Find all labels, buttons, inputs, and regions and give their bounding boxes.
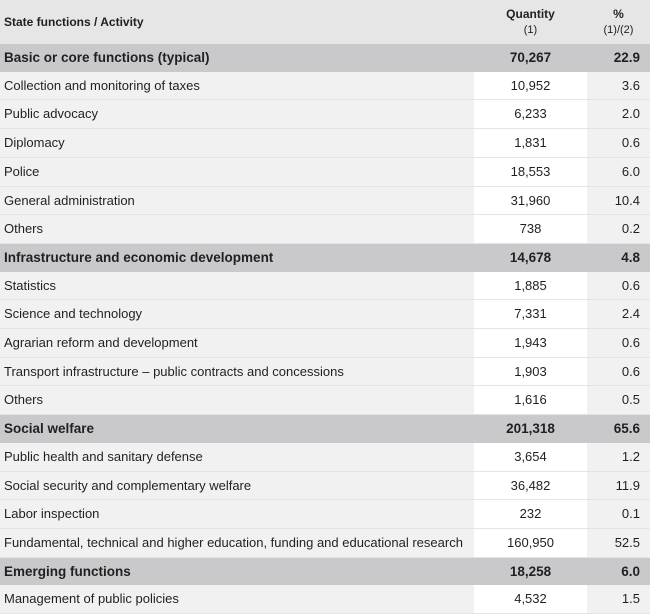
- header-quantity-sub: (1): [523, 24, 538, 36]
- row-percent: 6.0: [587, 157, 650, 186]
- table-header-row: [0, 0, 650, 44]
- row-quantity: 70,267: [474, 44, 587, 72]
- table-row: [0, 585, 650, 613]
- row-label: Transport infrastructure – public contracts and concessions: [0, 357, 474, 386]
- row-label: Public advocacy: [0, 100, 474, 129]
- table-row: [0, 215, 650, 244]
- row-quantity: 18,258: [474, 557, 587, 585]
- row-percent: 0.6: [587, 272, 650, 300]
- row-quantity: 738: [474, 215, 587, 244]
- table-row: [0, 386, 650, 415]
- row-quantity: 232: [474, 500, 587, 529]
- table-row: [0, 72, 650, 100]
- row-quantity: 1,831: [474, 129, 587, 158]
- row-percent: 0.5: [587, 386, 650, 415]
- table-body: [0, 44, 650, 614]
- row-percent: 3.6: [587, 72, 650, 100]
- table-row: [0, 300, 650, 329]
- category-row: [0, 415, 650, 443]
- row-quantity: 6,233: [474, 100, 587, 129]
- row-label: Agrarian reform and development: [0, 329, 474, 358]
- row-quantity: 1,616: [474, 386, 587, 415]
- table-row: [0, 443, 650, 471]
- row-quantity: 14,678: [474, 243, 587, 271]
- row-percent: 6.0: [587, 557, 650, 585]
- row-label: Fundamental, technical and higher education, funding and educational research: [0, 528, 474, 557]
- header-percent: [587, 0, 650, 44]
- table-row: [0, 100, 650, 129]
- header-quantity: [474, 0, 587, 44]
- row-label: Social welfare: [0, 415, 474, 443]
- row-label: Emerging functions: [0, 557, 474, 585]
- table-row: [0, 471, 650, 500]
- row-label: Infrastructure and economic development: [0, 243, 474, 271]
- table-row: [0, 528, 650, 557]
- row-quantity: 31,960: [474, 186, 587, 215]
- row-label: Basic or core functions (typical): [0, 44, 474, 72]
- row-label: Others: [0, 386, 474, 415]
- row-label: Collection and monitoring of taxes: [0, 72, 474, 100]
- category-row: [0, 557, 650, 585]
- category-row: [0, 44, 650, 72]
- row-percent: 0.1: [587, 500, 650, 529]
- header-quantity-title: Quantity: [506, 7, 555, 21]
- row-percent: 0.6: [587, 329, 650, 358]
- row-quantity: 3,654: [474, 443, 587, 471]
- row-label: Public health and sanitary defense: [0, 443, 474, 471]
- row-percent: 22.9: [587, 44, 650, 72]
- row-label: Others: [0, 215, 474, 244]
- row-label: Diplomacy: [0, 129, 474, 158]
- row-percent: 11.9: [587, 471, 650, 500]
- table-row: [0, 157, 650, 186]
- row-label: Labor inspection: [0, 500, 474, 529]
- header-percent-title: %: [613, 7, 624, 21]
- table-row: [0, 272, 650, 300]
- row-quantity: 1,885: [474, 272, 587, 300]
- row-percent: 0.6: [587, 357, 650, 386]
- row-percent: 0.6: [587, 129, 650, 158]
- row-quantity: 1,943: [474, 329, 587, 358]
- row-label: Science and technology: [0, 300, 474, 329]
- row-label: Management of public policies: [0, 585, 474, 613]
- header-activity: State functions / Activity: [0, 0, 474, 44]
- row-quantity: 1,903: [474, 357, 587, 386]
- category-row: [0, 243, 650, 271]
- row-percent: 52.5: [587, 528, 650, 557]
- row-percent: 1.5: [587, 585, 650, 613]
- row-label: Social security and complementary welfare: [0, 471, 474, 500]
- row-quantity: 201,318: [474, 415, 587, 443]
- table-row: [0, 500, 650, 529]
- row-label: General administration: [0, 186, 474, 215]
- header-percent-sub: (1)/(2): [603, 24, 634, 36]
- row-quantity: 18,553: [474, 157, 587, 186]
- row-percent: 1.2: [587, 443, 650, 471]
- table-row: [0, 129, 650, 158]
- row-quantity: 160,950: [474, 528, 587, 557]
- row-quantity: 7,331: [474, 300, 587, 329]
- row-percent: 2.4: [587, 300, 650, 329]
- table-row: [0, 329, 650, 358]
- table-row: [0, 357, 650, 386]
- row-quantity: 36,482: [474, 471, 587, 500]
- row-label: Police: [0, 157, 474, 186]
- table-row: [0, 186, 650, 215]
- row-percent: 4.8: [587, 243, 650, 271]
- row-percent: 65.6: [587, 415, 650, 443]
- row-percent: 10.4: [587, 186, 650, 215]
- row-percent: 0.2: [587, 215, 650, 244]
- row-percent: 2.0: [587, 100, 650, 129]
- row-quantity: 10,952: [474, 72, 587, 100]
- row-quantity: 4,532: [474, 585, 587, 613]
- row-label: Statistics: [0, 272, 474, 300]
